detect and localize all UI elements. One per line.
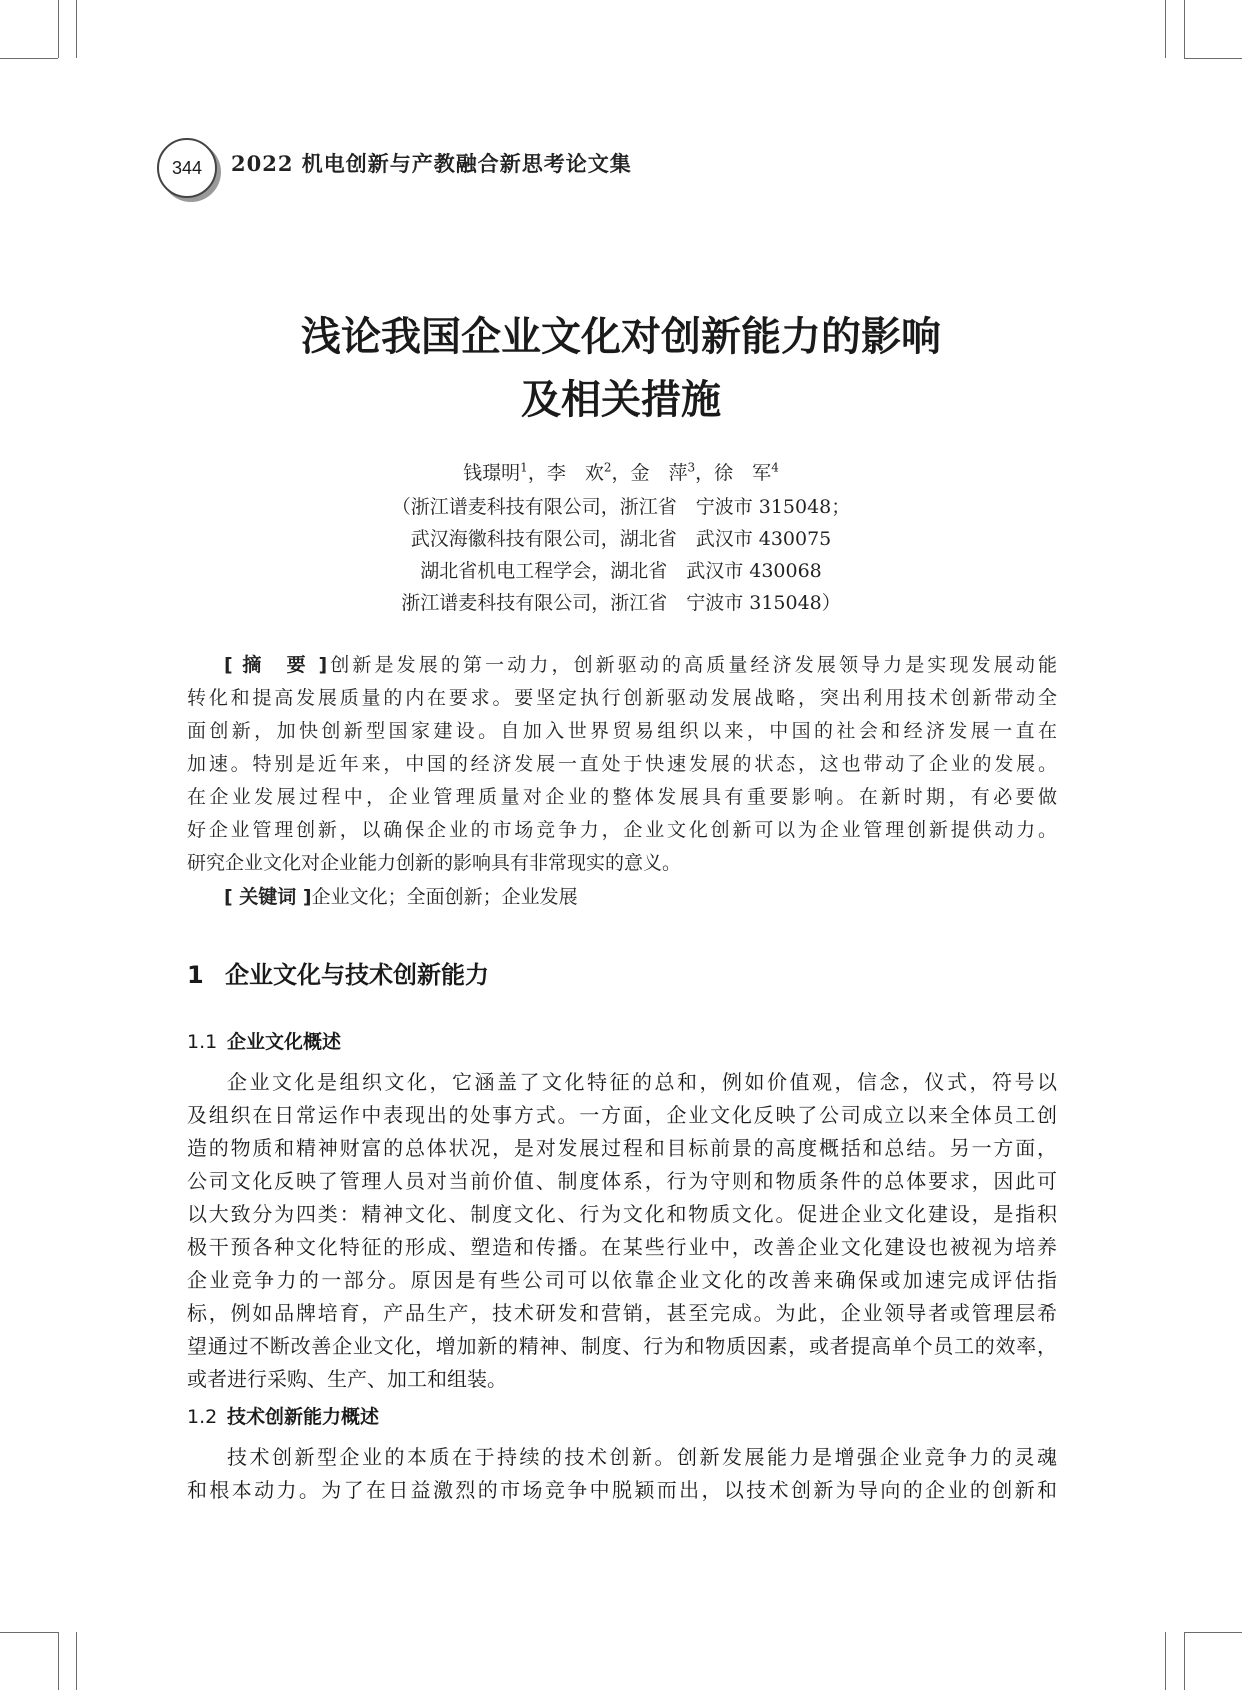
crop-mark — [76, 0, 77, 58]
abstract-line: 面创新，加快创新型国家建设。自加入世界贸易组织以来，中国的社会和经济发展一直在 — [187, 720, 1057, 742]
subsection-heading — [187, 1027, 341, 1054]
body-line: 企业竞争力的一部分。原因是有些公司可以依靠企业文化的改善来确保或加速完成评估指 — [187, 1268, 1057, 1292]
subsection-title: 企业文化概述 — [227, 1031, 342, 1053]
body-line: 技术创新型企业的本质在于持续的技术创新。创新发展能力是增强企业竞争力的灵魂 — [227, 1445, 1057, 1469]
abstract-line: 加速。特别是近年来，中国的经济发展一直处于快速发展的状态，这也带动了企业的发展。 — [187, 753, 1057, 775]
body-line: 及组织在日常运作中表现出的处事方式。一方面，企业文化反映了公司成立以来全体员工创 — [187, 1103, 1057, 1127]
body-line: 或者进行采购、生产、加工和组装。 — [187, 1367, 507, 1391]
author-list — [0, 458, 1242, 485]
crop-mark — [1165, 0, 1166, 58]
author-separator: ， — [527, 462, 547, 484]
crop-mark — [0, 1632, 58, 1633]
body-line: 和根本动力。为了在日益激烈的市场竞争中脱颖而出，以技术创新为导向的企业的创新和 — [187, 1478, 1057, 1502]
keywords-text: 企业文化；全面创新；企业发展 — [311, 886, 578, 908]
abstract-line: 转化和提高发展质量的内在要求。要坚定执行创新驱动发展战略，突出利用技术创新带动全 — [187, 687, 1057, 709]
crop-mark — [76, 1632, 77, 1690]
body-line: 以大致分为四类：精神文化、制度文化、行为文化和物质文化。促进企业文化建设，是指积 — [187, 1202, 1057, 1226]
crop-mark — [1165, 1632, 1166, 1690]
author-name: 钱璟明 — [463, 462, 521, 484]
abstract-label: [ 摘 要 ] — [224, 654, 328, 676]
abstract-line: 好企业管理创新，以确保企业的市场竞争力，企业文化创新可以为企业管理创新提供动力。 — [187, 819, 1057, 841]
author-affiliation-mark: 2 — [603, 460, 612, 475]
keywords-line — [224, 882, 1057, 909]
author-affiliation-mark: 3 — [687, 460, 696, 475]
section-heading — [187, 955, 489, 990]
paper-title-line-2: 及相关措施 — [521, 377, 721, 423]
author-name: 金 萍 — [630, 462, 688, 484]
crop-mark — [1184, 0, 1185, 58]
body-line: 企业文化是组织文化，它涵盖了文化特征的总和，例如价值观，信念，仪式，符号以 — [227, 1070, 1057, 1094]
body-line: 标，例如品牌培育，产品生产，技术研发和营销，甚至完成。为此，企业领导者或管理层希 — [187, 1301, 1057, 1325]
crop-mark — [0, 58, 58, 59]
page-number-badge — [157, 138, 217, 198]
body-line: 望通过不断改善企业文化，增加新的精神、制度、行为和物质因素，或者提高单个员工的效率， — [187, 1334, 1057, 1358]
running-header — [157, 136, 857, 196]
author-affiliation-mark: 4 — [771, 460, 779, 475]
body-line: 造的物质和精神财富的总体状况，是对发展过程和目标前景的高度概括和总结。另一方面， — [187, 1136, 1057, 1160]
paper-title-line-1: 浅论我国企业文化对创新能力的影响 — [301, 314, 941, 360]
body-line: 公司文化反映了管理人员对当前价值、制度体系，行为守则和物质条件的总体要求，因此可 — [187, 1169, 1057, 1193]
subsection-title: 技术创新能力概述 — [227, 1406, 380, 1428]
affiliation-line: 湖北省机电工程学会，湖北省 武汉市 430068 — [420, 560, 822, 582]
section-title: 企业文化与技术创新能力 — [225, 961, 489, 989]
crop-mark — [58, 0, 59, 58]
author-name: 李 欢 — [546, 462, 604, 484]
author-separator: ， — [695, 462, 715, 484]
crop-mark — [58, 1632, 59, 1690]
affiliation-line: 浙江谱麦科技有限公司，浙江省 宁波市 315048） — [401, 592, 841, 614]
abstract-line: 在企业发展过程中，企业管理质量对企业的整体发展具有重要影响。在新时期，有必要做 — [187, 786, 1057, 808]
body-line: 极干预各种文化特征的形成、塑造和传播。在某些行业中，改善企业文化建设也被视为培养 — [187, 1235, 1057, 1259]
page-number: 344 — [171, 157, 203, 178]
subsection-number: 1.1 — [187, 1031, 218, 1053]
subsection-heading — [187, 1402, 379, 1429]
affiliation-line: 武汉海徽科技有限公司，湖北省 武汉市 430075 — [410, 528, 832, 550]
section-number: 1 — [187, 961, 204, 989]
affiliation-line: （浙江谱麦科技有限公司，浙江省 宁波市 315048； — [391, 496, 851, 518]
abstract-text: 创新是发展的第一动力，创新驱动的高质量经济发展领导力是实现发展动能 — [327, 654, 1057, 676]
crop-mark — [1184, 58, 1242, 59]
author-name: 徐 军 — [714, 462, 772, 484]
author-separator: ， — [611, 462, 631, 484]
author-affiliation-mark: 1 — [520, 460, 528, 475]
keywords-label: [ 关键词 ] — [224, 886, 312, 908]
abstract-line: 研究企业文化对企业能力创新的影响具有非常现实的意义。 — [187, 852, 682, 874]
subsection-number: 1.2 — [187, 1406, 218, 1428]
abstract-line — [224, 650, 1057, 677]
crop-mark — [1184, 1632, 1242, 1633]
crop-mark — [1184, 1632, 1185, 1690]
book-title: 2022 机电创新与产教融合新思考论文集 — [231, 151, 632, 176]
